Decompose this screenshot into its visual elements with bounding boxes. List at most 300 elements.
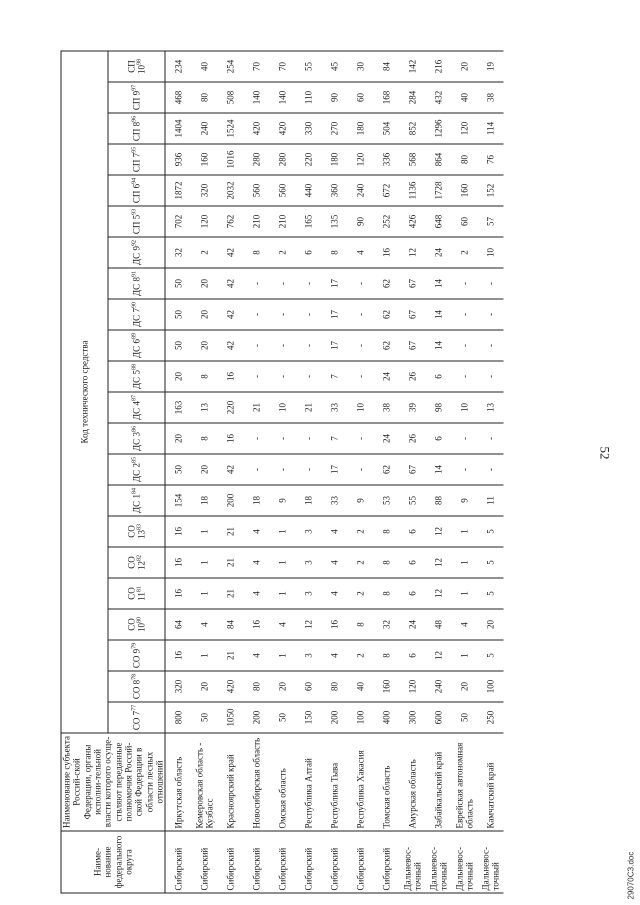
value-cell: 1 — [451, 640, 477, 671]
value-cell: 20 — [451, 51, 477, 82]
value-cell: 2 — [191, 237, 217, 268]
value-cell: 4 — [243, 547, 269, 578]
value-cell: 504 — [373, 113, 399, 144]
value-cell: 468 — [165, 82, 192, 113]
value-cell: - — [347, 423, 373, 454]
value-cell: 4 — [451, 609, 477, 640]
code-header: Код технического средства — [61, 51, 108, 733]
value-cell: 10 — [269, 392, 295, 423]
value-cell: 17 — [321, 454, 347, 485]
value-cell: 1 — [191, 640, 217, 671]
value-cell: 508 — [217, 82, 243, 113]
value-cell: 14 — [425, 268, 451, 299]
value-cell: - — [243, 423, 269, 454]
region-cell: Республика Тыва — [321, 733, 347, 831]
value-cell: - — [269, 268, 295, 299]
value-cell: 7 — [321, 423, 347, 454]
value-cell: - — [477, 423, 503, 454]
value-cell: 6 — [399, 547, 425, 578]
value-cell: 440 — [295, 175, 321, 206]
district-cell: Сибирский — [243, 831, 269, 893]
value-cell: 400 — [373, 702, 399, 733]
value-cell: 40 — [451, 82, 477, 113]
district-cell: Сибирский — [373, 831, 399, 893]
value-cell: 4 — [269, 609, 295, 640]
value-cell: 24 — [425, 237, 451, 268]
value-cell: - — [243, 361, 269, 392]
district-cell: Сибирский — [191, 831, 217, 893]
value-cell: 8 — [191, 423, 217, 454]
region-cell: Томская область — [373, 733, 399, 831]
value-cell: 50 — [269, 702, 295, 733]
value-cell: 120 — [451, 113, 477, 144]
value-cell: - — [269, 423, 295, 454]
value-cell: 4 — [243, 640, 269, 671]
code-column-header: ДС $5^{88}$ — [107, 361, 165, 392]
region-header: Наименование субъекта Россий-ской Федерации, органы исполни-тельной власти которого осуще-ствляют переданные полномочия Россий-ской Федерации в области лесных отношений — [61, 733, 165, 831]
value-cell: 50 — [165, 299, 192, 330]
value-cell: - — [451, 423, 477, 454]
value-cell: 330 — [295, 113, 321, 144]
value-cell: - — [477, 454, 503, 485]
value-cell: - — [347, 299, 373, 330]
value-cell: 64 — [165, 609, 192, 640]
value-cell: 120 — [399, 671, 425, 702]
value-cell: 8 — [347, 609, 373, 640]
code-column-header: ДС $7^{90}$ — [107, 299, 165, 330]
value-cell: 12 — [399, 237, 425, 268]
value-cell: 1296 — [425, 113, 451, 144]
district-header: Наиме-нование федерального округа — [61, 831, 165, 893]
value-cell: 16 — [165, 640, 192, 671]
value-cell: 100 — [477, 671, 503, 702]
value-cell: 336 — [373, 144, 399, 175]
district-cell: Сибирский — [165, 831, 192, 893]
value-cell: 42 — [217, 268, 243, 299]
region-cell: Новосибирская область — [243, 733, 269, 831]
value-cell: 160 — [191, 144, 217, 175]
value-cell: 55 — [399, 485, 425, 516]
value-cell: 33 — [321, 485, 347, 516]
value-cell: 1 — [191, 516, 217, 547]
table-row — [295, 51, 321, 893]
value-cell: 53 — [373, 485, 399, 516]
value-cell: 1050 — [217, 702, 243, 733]
value-cell: 6 — [399, 516, 425, 547]
value-cell: 420 — [243, 113, 269, 144]
region-cell: Камчатский край — [477, 733, 503, 831]
value-cell: 42 — [217, 237, 243, 268]
value-cell: 648 — [425, 206, 451, 237]
value-cell: 234 — [165, 51, 192, 82]
value-cell: 6 — [399, 640, 425, 671]
value-cell: 240 — [425, 671, 451, 702]
code-column-header: СО $8^{78}$ — [107, 671, 165, 702]
value-cell: 20 — [477, 609, 503, 640]
value-cell: 70 — [269, 51, 295, 82]
value-cell: 140 — [243, 82, 269, 113]
value-cell: 6 — [425, 423, 451, 454]
value-cell: - — [347, 454, 373, 485]
table-row — [217, 51, 243, 893]
value-cell: 24 — [373, 361, 399, 392]
value-cell: 3 — [295, 547, 321, 578]
district-cell: Дальневос-точный — [399, 831, 425, 893]
value-cell: 210 — [243, 206, 269, 237]
value-cell: 88 — [425, 485, 451, 516]
value-cell: 84 — [373, 51, 399, 82]
table-body — [165, 51, 504, 893]
value-cell: - — [295, 268, 321, 299]
value-cell: 70 — [243, 51, 269, 82]
value-cell: - — [269, 361, 295, 392]
value-cell: 4 — [243, 578, 269, 609]
value-cell: 220 — [295, 144, 321, 175]
value-cell: - — [295, 330, 321, 361]
value-cell: 2 — [269, 237, 295, 268]
value-cell: 24 — [399, 609, 425, 640]
value-cell: 216 — [425, 51, 451, 82]
value-cell: 18 — [243, 485, 269, 516]
value-cell: - — [295, 299, 321, 330]
value-cell: 9 — [451, 485, 477, 516]
table-row — [347, 51, 373, 893]
value-cell: 5 — [477, 547, 503, 578]
code-column-header: СО $12^{82}$ — [107, 547, 165, 578]
value-cell: 60 — [451, 206, 477, 237]
value-cell: 8 — [373, 547, 399, 578]
header-row-top — [61, 51, 108, 893]
value-cell: 168 — [373, 82, 399, 113]
value-cell: 4 — [243, 516, 269, 547]
value-cell: 240 — [347, 175, 373, 206]
value-cell: 10 — [451, 392, 477, 423]
value-cell: 420 — [269, 113, 295, 144]
value-cell: 420 — [217, 671, 243, 702]
code-column-header: СП $6^{94}$ — [107, 175, 165, 206]
value-cell: 20 — [191, 299, 217, 330]
value-cell: 210 — [269, 206, 295, 237]
value-cell: 800 — [165, 702, 192, 733]
value-cell: 80 — [243, 671, 269, 702]
value-cell: 12 — [425, 547, 451, 578]
value-cell: 17 — [321, 299, 347, 330]
value-cell: - — [295, 423, 321, 454]
page-number: 52 — [597, 446, 612, 459]
value-cell: 42 — [217, 299, 243, 330]
value-cell: 160 — [373, 671, 399, 702]
value-cell: 4 — [347, 237, 373, 268]
district-cell: Сибирский — [321, 831, 347, 893]
value-cell: 180 — [321, 144, 347, 175]
footer-code: 29070СЗ.doc — [626, 851, 635, 899]
value-cell: 33 — [321, 392, 347, 423]
value-cell: 67 — [399, 268, 425, 299]
value-cell: 163 — [165, 392, 192, 423]
value-cell: 14 — [425, 299, 451, 330]
value-cell: 8 — [243, 237, 269, 268]
value-cell: 21 — [243, 392, 269, 423]
value-cell: 20 — [191, 330, 217, 361]
value-cell: 1404 — [165, 113, 192, 144]
region-cell: Забайкальский край — [425, 733, 451, 831]
value-cell: 62 — [373, 299, 399, 330]
value-cell: 150 — [295, 702, 321, 733]
value-cell: 50 — [165, 268, 192, 299]
value-cell: 19 — [477, 51, 503, 82]
value-cell: 42 — [217, 330, 243, 361]
value-cell: 21 — [217, 547, 243, 578]
value-cell: 165 — [295, 206, 321, 237]
value-cell: 20 — [165, 361, 192, 392]
value-cell: 24 — [373, 423, 399, 454]
region-cell: Республика Алтай — [295, 733, 321, 831]
code-column-header: СП $10^{98}$ — [107, 51, 165, 82]
value-cell: 1136 — [399, 175, 425, 206]
value-cell: 110 — [295, 82, 321, 113]
value-cell: 360 — [321, 175, 347, 206]
code-column-header: СО $11^{81}$ — [107, 578, 165, 609]
district-cell: Сибирский — [269, 831, 295, 893]
value-cell: 200 — [217, 485, 243, 516]
table-row — [451, 51, 477, 893]
value-cell: 21 — [217, 578, 243, 609]
value-cell: 160 — [451, 175, 477, 206]
value-cell: 60 — [295, 671, 321, 702]
value-cell: - — [243, 268, 269, 299]
region-cell: Омская область — [269, 733, 295, 831]
code-column-header: ДС $2^{85}$ — [107, 454, 165, 485]
value-cell: 284 — [399, 82, 425, 113]
value-cell: 100 — [347, 702, 373, 733]
value-cell: 32 — [165, 237, 192, 268]
code-column-header: СО $10^{80}$ — [107, 609, 165, 640]
value-cell: 320 — [191, 175, 217, 206]
code-column-header: ДС $3^{86}$ — [107, 423, 165, 454]
value-cell: 3 — [295, 640, 321, 671]
value-cell: 5 — [477, 578, 503, 609]
table-row — [191, 51, 217, 893]
value-cell: 1 — [451, 578, 477, 609]
value-cell: 702 — [165, 206, 192, 237]
value-cell: 6 — [425, 361, 451, 392]
value-cell: 2 — [347, 640, 373, 671]
code-column-header: ДС $6^{89}$ — [107, 330, 165, 361]
value-cell: - — [451, 454, 477, 485]
value-cell: 16 — [217, 361, 243, 392]
value-cell: 50 — [165, 330, 192, 361]
value-cell: 40 — [347, 671, 373, 702]
value-cell: - — [477, 361, 503, 392]
value-cell: - — [451, 330, 477, 361]
region-cell: Амурская область — [399, 733, 425, 831]
value-cell: 16 — [243, 609, 269, 640]
value-cell: 8 — [373, 640, 399, 671]
value-cell: 3 — [295, 578, 321, 609]
value-cell: - — [243, 454, 269, 485]
value-cell: 1 — [269, 578, 295, 609]
value-cell: - — [451, 299, 477, 330]
value-cell: 2 — [347, 578, 373, 609]
value-cell: 426 — [399, 206, 425, 237]
value-cell: 42 — [217, 454, 243, 485]
value-cell: 67 — [399, 299, 425, 330]
value-cell: 9 — [269, 485, 295, 516]
value-cell: - — [451, 361, 477, 392]
value-cell: 1 — [269, 640, 295, 671]
code-column-header: СО $7^{77}$ — [107, 702, 165, 733]
value-cell: 220 — [217, 392, 243, 423]
code-column-header: СП $9^{97}$ — [107, 82, 165, 113]
value-cell: 280 — [243, 144, 269, 175]
value-cell: 10 — [347, 392, 373, 423]
value-cell: 2 — [451, 237, 477, 268]
value-cell: 852 — [399, 113, 425, 144]
value-cell: 20 — [269, 671, 295, 702]
code-column-header: СП $8^{96}$ — [107, 113, 165, 144]
value-cell: 7 — [321, 361, 347, 392]
value-cell: 80 — [451, 144, 477, 175]
value-cell: 280 — [269, 144, 295, 175]
value-cell: 17 — [321, 330, 347, 361]
value-cell: 21 — [217, 640, 243, 671]
value-cell: 20 — [165, 423, 192, 454]
table-row — [399, 51, 425, 893]
value-cell: 4 — [191, 609, 217, 640]
value-cell: 1016 — [217, 144, 243, 175]
code-column-header: СО $13^{83}$ — [107, 516, 165, 547]
value-cell: 8 — [191, 361, 217, 392]
table-row — [373, 51, 399, 893]
code-column-header: ДС $1^{84}$ — [107, 485, 165, 516]
value-cell: 8 — [373, 516, 399, 547]
value-cell: - — [269, 299, 295, 330]
value-cell: 50 — [451, 702, 477, 733]
value-cell: 320 — [165, 671, 192, 702]
value-cell: - — [347, 330, 373, 361]
value-cell: 62 — [373, 268, 399, 299]
value-cell: 20 — [191, 454, 217, 485]
value-cell: 67 — [399, 330, 425, 361]
value-cell: 4 — [321, 547, 347, 578]
code-column-header: ДС $8^{91}$ — [107, 268, 165, 299]
value-cell: - — [243, 299, 269, 330]
value-cell: 16 — [165, 547, 192, 578]
value-cell: 120 — [191, 206, 217, 237]
value-cell: 1 — [191, 547, 217, 578]
value-cell: 1 — [451, 516, 477, 547]
value-cell: 50 — [191, 702, 217, 733]
value-cell: 5 — [477, 640, 503, 671]
value-cell: 2032 — [217, 175, 243, 206]
value-cell: 62 — [373, 330, 399, 361]
value-cell: 18 — [295, 485, 321, 516]
value-cell: 98 — [425, 392, 451, 423]
table-row — [243, 51, 269, 893]
value-cell: 672 — [373, 175, 399, 206]
value-cell: 114 — [477, 113, 503, 144]
value-cell: 5 — [477, 516, 503, 547]
value-cell: 762 — [217, 206, 243, 237]
district-cell: Дальневос-точный — [451, 831, 477, 893]
value-cell: 21 — [295, 392, 321, 423]
value-cell: 16 — [217, 423, 243, 454]
value-cell: 1728 — [425, 175, 451, 206]
value-cell: 6 — [295, 237, 321, 268]
region-cell: Иркутская область — [165, 733, 192, 831]
value-cell: 20 — [191, 268, 217, 299]
value-cell: 936 — [165, 144, 192, 175]
value-cell: 1 — [451, 547, 477, 578]
value-cell: - — [295, 454, 321, 485]
value-cell: 13 — [191, 392, 217, 423]
value-cell: 1 — [191, 578, 217, 609]
value-cell: 4 — [321, 578, 347, 609]
value-cell: 16 — [165, 578, 192, 609]
value-cell: 8 — [321, 237, 347, 268]
region-cell: Еврейская автономная область — [451, 733, 477, 831]
value-cell: - — [243, 330, 269, 361]
code-column-header: ДС $4^{87}$ — [107, 392, 165, 423]
value-cell: 154 — [165, 485, 192, 516]
value-cell: 8 — [373, 578, 399, 609]
table-row — [321, 51, 347, 893]
table-row — [477, 51, 503, 893]
value-cell: 18 — [191, 485, 217, 516]
value-cell: 50 — [165, 454, 192, 485]
value-cell: 39 — [399, 392, 425, 423]
value-cell: 84 — [217, 609, 243, 640]
value-cell: 1 — [269, 516, 295, 547]
value-cell: 90 — [347, 206, 373, 237]
value-cell: 2 — [347, 516, 373, 547]
value-cell: 17 — [321, 268, 347, 299]
equipment-table — [60, 50, 503, 893]
value-cell: - — [295, 361, 321, 392]
value-cell: 16 — [373, 237, 399, 268]
value-cell: 2 — [347, 547, 373, 578]
value-cell: 1872 — [165, 175, 192, 206]
value-cell: 16 — [165, 516, 192, 547]
value-cell: 26 — [399, 361, 425, 392]
value-cell: 560 — [243, 175, 269, 206]
value-cell: - — [477, 268, 503, 299]
value-cell: - — [269, 330, 295, 361]
value-cell: 12 — [425, 578, 451, 609]
value-cell: 3 — [295, 516, 321, 547]
district-cell: Дальневос-точный — [425, 831, 451, 893]
value-cell: 40 — [191, 51, 217, 82]
value-cell: 4 — [321, 516, 347, 547]
value-cell: 270 — [321, 113, 347, 144]
value-cell: 80 — [321, 671, 347, 702]
value-cell: 13 — [477, 392, 503, 423]
value-cell: 4 — [321, 640, 347, 671]
value-cell: 180 — [347, 113, 373, 144]
code-column-header: ДС $9^{92}$ — [107, 237, 165, 268]
value-cell: 9 — [347, 485, 373, 516]
district-cell: Сибирский — [217, 831, 243, 893]
value-cell: 140 — [269, 82, 295, 113]
value-cell: 21 — [217, 516, 243, 547]
value-cell: 200 — [243, 702, 269, 733]
value-cell: 12 — [295, 609, 321, 640]
value-cell: 200 — [321, 702, 347, 733]
value-cell: - — [477, 330, 503, 361]
value-cell: 80 — [191, 82, 217, 113]
district-cell: Сибирский — [295, 831, 321, 893]
value-cell: 67 — [399, 454, 425, 485]
